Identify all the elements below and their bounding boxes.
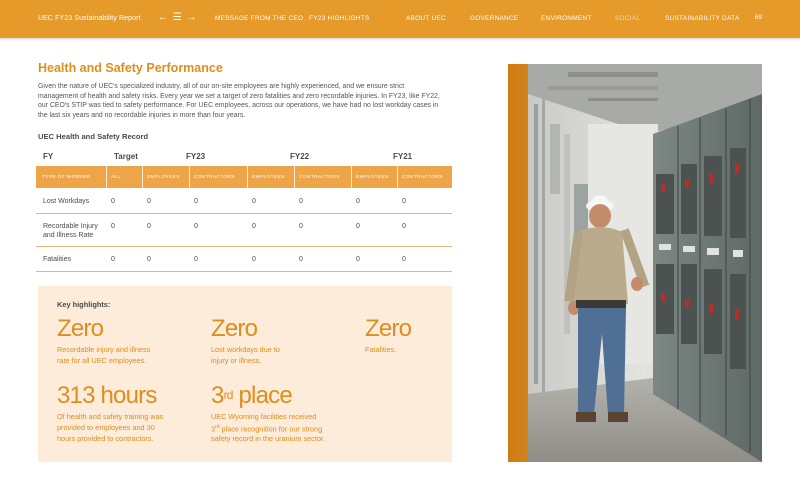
table-cell: 0	[299, 223, 303, 230]
nav-item-governance[interactable]: GOVERNANCE	[470, 15, 519, 22]
column-divider	[397, 166, 398, 188]
group-header-fy21: FY21	[393, 152, 413, 161]
nav-shadow	[0, 38, 800, 41]
row-label: Recordable Injury	[43, 223, 98, 230]
table-row	[36, 214, 452, 247]
nav-item-fy23-highlights[interactable]: FY23 HIGHLIGHTS	[309, 15, 370, 22]
nav-arrows[interactable]: ← ☰ →	[158, 12, 198, 23]
highlight-caption: Lost workdays due to	[211, 345, 280, 354]
nav-item-environment[interactable]: ENVIRONMENT	[541, 15, 592, 22]
intro-line: management of health and safety risks. Every year we set a target of zero fatalities and zero recordable injuries. In FY23, like FY22,	[38, 92, 440, 100]
row-label: and Illness Rate	[43, 232, 94, 239]
highlight-stat: 313 hours	[57, 382, 157, 409]
highlight-caption: Fatalities.	[365, 345, 397, 354]
table-title: UEC Health and Safety Record	[38, 132, 149, 141]
section-heading: Health and Safety Performance	[38, 61, 223, 75]
table-row	[36, 188, 452, 214]
table-cell: 0	[194, 198, 198, 205]
key-highlights-box	[38, 286, 452, 462]
table-cell: 0	[194, 223, 198, 230]
table-cell: 0	[252, 198, 256, 205]
highlight-caption: Of health and safety training was	[57, 412, 164, 421]
column-header: CONTRACTORS	[194, 175, 235, 180]
highlight-stat: Zero	[57, 315, 104, 342]
group-header-fy23: FY23	[186, 152, 206, 161]
table-cell: 0	[299, 256, 303, 263]
highlight-caption: 3rd place recognition for our strong	[211, 424, 323, 434]
highlight-stat: 3rd place	[211, 382, 292, 409]
highlight-caption: injury or illness.	[211, 356, 262, 365]
table-cell: 0	[356, 223, 360, 230]
intro-line: the last six years and no recordable injuries in more than four years.	[38, 111, 246, 119]
switchgear-room-illustration	[528, 64, 762, 462]
column-header: EMPLOYEES	[147, 175, 180, 180]
table-column-header	[36, 166, 452, 188]
column-header: CONTRACTORS	[299, 175, 340, 180]
highlights-title: Key highlights:	[57, 300, 111, 309]
nav-item-sustainability-data[interactable]: SUSTAINABILITY DATA	[665, 15, 740, 22]
table-cell: 0	[356, 198, 360, 205]
column-divider	[351, 166, 352, 188]
highlight-caption: Recordable injury and illness	[57, 345, 151, 354]
table-cell: 0	[111, 256, 115, 263]
highlight-caption: rate for all UEC employees.	[57, 356, 147, 365]
column-header: CONTRACTORS	[402, 175, 443, 180]
top-nav-bar	[0, 0, 800, 38]
column-header: ALL	[111, 175, 121, 180]
column-header: TYPE OF WORKER	[42, 175, 91, 180]
highlight-stat: Zero	[365, 315, 412, 342]
highlight-caption: safety record in the uranium sector.	[211, 434, 325, 443]
row-label: Fatalities	[43, 256, 72, 263]
highlight-caption: UEC Wyoming facilities received	[211, 412, 317, 421]
table-cell: 0	[252, 256, 256, 263]
nav-item-message-from-ceo[interactable]: MESSAGE FROM THE CEO	[215, 15, 304, 22]
table-cell: 0	[356, 256, 360, 263]
intro-paragraph	[38, 82, 456, 120]
table-cell: 0	[252, 223, 256, 230]
table-row	[36, 247, 452, 272]
table-cell: 0	[194, 256, 198, 263]
page-number: 69	[754, 14, 762, 21]
nav-item-about-uec[interactable]: ABOUT UEC	[406, 15, 446, 22]
highlight-caption: provided to employees and 30	[57, 423, 155, 432]
intro-line: our CEO's STIP was tied to safety performance. For UEC employees, across our operations, we have had no lost workday cases in	[38, 102, 439, 110]
column-divider	[294, 166, 295, 188]
group-header-fy22: FY22	[290, 152, 310, 161]
row-label: Lost Workdays	[43, 198, 90, 205]
column-header: EMPLOYEES	[356, 175, 389, 180]
highlight-caption: hours provided to contractors.	[57, 434, 154, 443]
intro-line: Given the nature of UEC's specialized industry, all of our on-site employees are highly experienced, and we ensure strict	[38, 83, 405, 90]
document-title: UEC FY23 Sustainability Report	[38, 15, 141, 22]
table-cell: 0	[402, 223, 406, 230]
table-cell: 0	[402, 198, 406, 205]
column-header: EMPLOYEES	[252, 175, 285, 180]
column-divider	[142, 166, 143, 188]
table-cell: 0	[402, 256, 406, 263]
nav-item-social[interactable]: SOCIAL	[615, 15, 641, 22]
worker-switchgear-photo	[528, 64, 762, 462]
highlight-stat: Zero	[211, 315, 258, 342]
table-cell: 0	[111, 198, 115, 205]
table-cell: 0	[147, 256, 151, 263]
table-cell: 0	[147, 223, 151, 230]
group-header-target: Target	[114, 152, 138, 161]
group-header-fy: FY	[43, 152, 54, 161]
column-divider	[106, 166, 107, 188]
column-divider	[189, 166, 190, 188]
table-cell: 0	[147, 198, 151, 205]
column-divider	[247, 166, 248, 188]
table-cell: 0	[111, 223, 115, 230]
table-cell: 0	[299, 198, 303, 205]
